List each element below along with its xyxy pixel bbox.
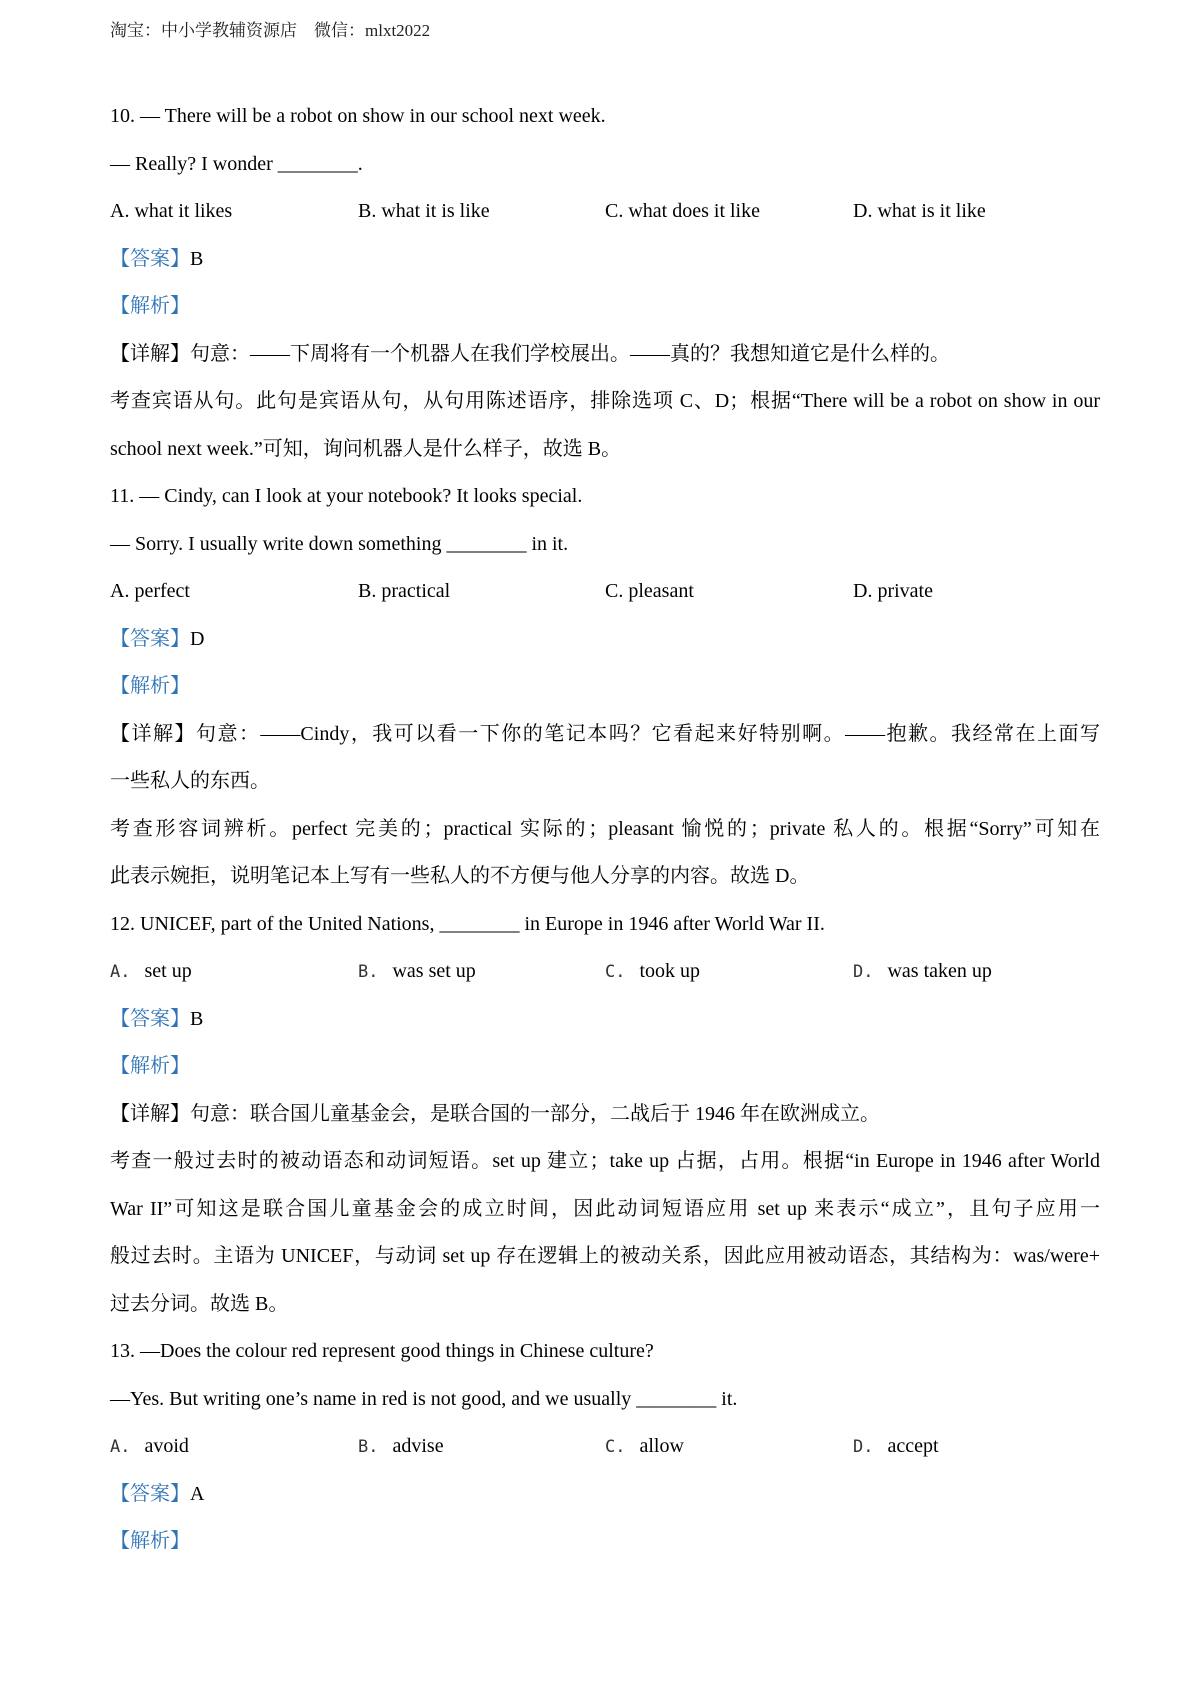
option-text: accept — [887, 1435, 939, 1457]
answer-label: 答案 — [130, 1482, 170, 1505]
bracket-right: 】 — [170, 1482, 190, 1505]
explanation-line: school next week.”可知，询问机器人是什么样子，故选 B。 — [110, 437, 622, 460]
option-a — [110, 188, 232, 236]
option-text: was taken up — [887, 960, 992, 982]
options-row — [110, 568, 1100, 616]
option-b — [358, 188, 490, 236]
bracket-right: 】 — [170, 627, 190, 650]
explanation-line: 考查形容词辨析。perfect 完美的；practical 实际的；pleasant 愉悦的；private 私人的。根据“Sorry”可知在 — [110, 817, 1100, 840]
question-block — [110, 901, 1100, 1329]
answer-label: 答案 — [130, 1007, 170, 1030]
option-text: what it is like — [381, 200, 490, 222]
bracket-right: 】 — [170, 295, 190, 317]
option-text: what is it like — [877, 200, 986, 222]
option-letter: A. — [110, 962, 131, 982]
answer-value: B — [190, 1007, 204, 1030]
option-text: perfect — [134, 580, 190, 602]
answer — [110, 236, 1100, 284]
analysis — [110, 1043, 1100, 1091]
option-a — [110, 568, 190, 616]
option-letter: D. — [853, 962, 874, 982]
analysis — [110, 663, 1100, 711]
question-stem-line: — Really? I wonder ________. — [110, 152, 363, 175]
page-header-watermark: 淘宝：中小学教辅资源店 微信：mlxt2022 — [110, 21, 431, 40]
option-d — [853, 948, 992, 997]
explanation-line: 考查一般过去时的被动语态和动词短语。set up 建立；take up 占据，占用。根据“in Europe in 1946 after World — [110, 1150, 1100, 1172]
option-b — [358, 948, 476, 997]
answer — [110, 996, 1100, 1044]
option-text: practical — [381, 580, 451, 602]
bracket-left: 【 — [110, 247, 130, 270]
option-letter: B. — [358, 580, 377, 602]
question-stem-line: 11. — Cindy, can I look at your notebook? It looks special. — [110, 485, 583, 507]
option-a — [110, 948, 192, 997]
question-stem-line: 13. —Does the colour red represent good things in Chinese culture? — [110, 1340, 654, 1362]
bracket-left: 【 — [110, 1007, 130, 1030]
question-block — [110, 473, 1100, 901]
option-text: what does it like — [628, 200, 760, 222]
option-text: advise — [392, 1435, 444, 1457]
bracket-left: 【 — [110, 675, 130, 697]
bracket-left: 【 — [110, 295, 130, 317]
option-b — [358, 568, 450, 616]
question-stem-line: 10. — There will be a robot on show in our school next week. — [110, 105, 606, 127]
option-text: avoid — [144, 1435, 189, 1457]
option-letter: B. — [358, 1437, 379, 1457]
options-row — [110, 1423, 1100, 1471]
option-letter: D. — [853, 1437, 874, 1457]
bracket-left: 【 — [110, 627, 130, 650]
explanation-line: 一些私人的东西。 — [110, 770, 270, 792]
question-stem-line: —Yes. But writing one’s name in red is not good, and we usually ________ it. — [110, 1387, 738, 1410]
question-stem-line: — Sorry. I usually write down something ________ in it. — [110, 532, 569, 555]
answer-value: D — [190, 627, 205, 650]
option-letter: B. — [358, 962, 379, 982]
bracket-left: 【 — [110, 1530, 130, 1552]
document-body — [110, 93, 1100, 1566]
option-letter: A. — [110, 1437, 131, 1457]
analysis-label: 解析 — [130, 1055, 170, 1077]
option-letter: C. — [605, 1437, 626, 1457]
option-d — [853, 188, 986, 236]
option-text: private — [877, 580, 933, 602]
option-c — [605, 1423, 684, 1472]
option-letter: A. — [110, 580, 130, 602]
answer — [110, 1471, 1100, 1519]
option-text: set up — [144, 960, 192, 982]
question-block — [110, 1328, 1100, 1566]
bracket-left: 【 — [110, 1055, 130, 1077]
answer — [110, 616, 1100, 664]
explanation-line: 【详解】句意：——下周将有一个机器人在我们学校展出。——真的？我想知道它是什么样的。 — [110, 342, 950, 365]
explanation-line: 考查宾语从句。此句是宾语从句，从句用陈述语序，排除选项 C、D；根据“There will be a robot on show in our — [110, 390, 1100, 412]
bracket-right: 】 — [170, 1007, 190, 1030]
option-letter: C. — [605, 962, 626, 982]
option-letter: B. — [358, 200, 377, 222]
option-text: pleasant — [628, 580, 694, 602]
option-letter: A. — [110, 200, 130, 222]
option-c — [605, 948, 700, 997]
question-stem-line: 12. UNICEF, part of the United Nations, ________ in Europe in 1946 after World War II. — [110, 912, 825, 935]
explanation-line: War II”可知这是联合国儿童基金会的成立时间，因此动词短语应用 set up 来表示“成立”，且句子应用一 — [110, 1197, 1100, 1220]
analysis-label: 解析 — [130, 1530, 170, 1552]
option-c — [605, 188, 760, 236]
bracket-left: 【 — [110, 1482, 130, 1505]
option-text: took up — [639, 960, 701, 982]
option-a — [110, 1423, 189, 1472]
answer-value: B — [190, 247, 204, 270]
options-row — [110, 948, 1100, 996]
question-block — [110, 93, 1100, 473]
explanation-line: 【详解】句意：联合国儿童基金会，是联合国的一部分，二战后于 1946 年在欧洲成立。 — [110, 1102, 880, 1125]
explanation-line: 此表示婉拒，说明笔记本上写有一些私人的不方便与他人分享的内容。故选 D。 — [110, 865, 810, 887]
option-text: was set up — [392, 960, 476, 982]
analysis — [110, 283, 1100, 331]
option-d — [853, 1423, 939, 1472]
option-text: what it likes — [134, 200, 233, 222]
explanation-line: 般过去时。主语为 UNICEF，与动词 set up 存在逻辑上的被动关系，因此应用被动语态，其结构为：was/were+ — [110, 1245, 1100, 1267]
analysis-label: 解析 — [130, 295, 170, 317]
option-b — [358, 1423, 444, 1472]
explanation-line: 【详解】句意：——Cindy，我可以看一下你的笔记本吗？它看起来好特别啊。——抱歉。我经常在上面写 — [110, 722, 1100, 745]
bracket-right: 】 — [170, 675, 190, 697]
option-text: allow — [639, 1435, 684, 1457]
option-c — [605, 568, 694, 616]
option-letter: D. — [853, 580, 873, 602]
option-letter: C. — [605, 200, 624, 222]
answer-label: 答案 — [130, 627, 170, 650]
bracket-right: 】 — [170, 247, 190, 270]
bracket-right: 】 — [170, 1055, 190, 1077]
options-row — [110, 188, 1100, 236]
analysis — [110, 1518, 1100, 1566]
analysis-label: 解析 — [130, 675, 170, 697]
explanation-line: 过去分词。故选 B。 — [110, 1292, 289, 1315]
option-letter: D. — [853, 200, 873, 222]
answer-label: 答案 — [130, 247, 170, 270]
answer-value: A — [190, 1482, 205, 1505]
option-letter: C. — [605, 580, 624, 602]
bracket-right: 】 — [170, 1530, 190, 1552]
option-d — [853, 568, 933, 616]
